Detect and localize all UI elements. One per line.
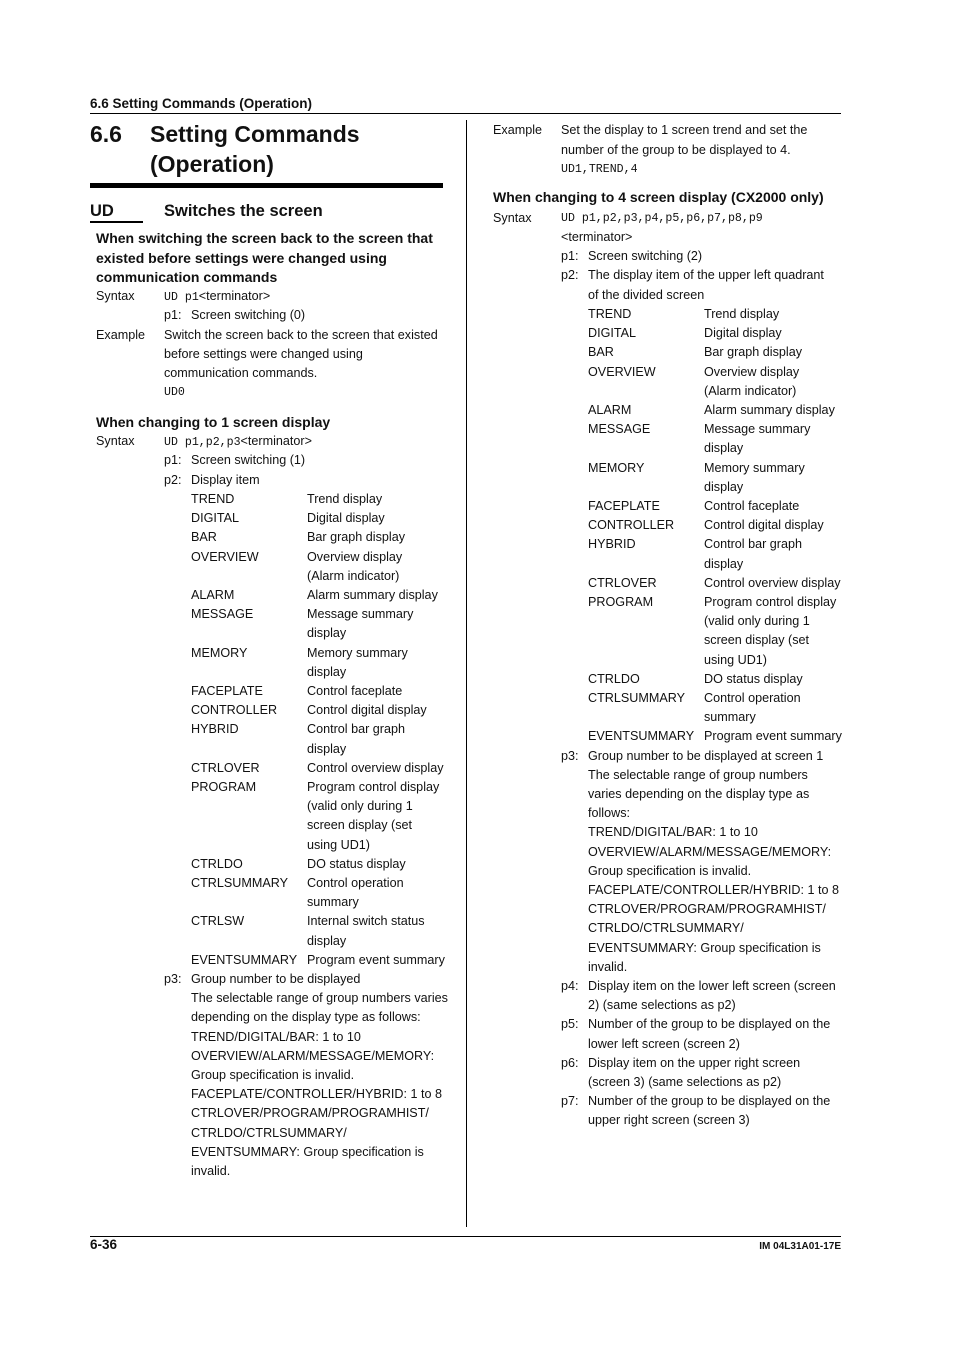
param-text: 2) (same selections as p2) (588, 998, 736, 1013)
param-text: invalid. (191, 1164, 231, 1178)
param-text: (screen 3) (same selections as p2) (588, 1075, 782, 1089)
syntax-restore (164, 287, 270, 307)
display-item-desc: Control digital display (704, 518, 824, 533)
param-text: Group number to be displayed (191, 972, 361, 986)
param-text: FACEPLATE/CONTROLLER/HYBRID: 1 to 8 (588, 883, 840, 897)
example-line: communication commands. (164, 366, 318, 380)
example-code: UD0 (164, 386, 185, 399)
param-text: Group number to be displayed at screen 1 (588, 748, 824, 763)
param-text: OVERVIEW/ALARM/MESSAGE/MEMORY: (191, 1048, 435, 1063)
display-item-key: TREND (191, 492, 235, 506)
display-item-desc: Bar graph display (704, 345, 803, 360)
display-item-key: PROGRAM (191, 780, 257, 794)
display-item-desc: Alarm summary display (704, 403, 835, 417)
section-title-line2: (Operation) (150, 150, 274, 177)
display-item-desc: Control digital display (307, 703, 427, 718)
param-text: TREND/DIGITAL/BAR: 1 to 10 (191, 1029, 361, 1044)
syntax-label: Syntax (96, 434, 135, 448)
display-item-desc: Program control display (704, 595, 837, 609)
param-text: The display item of the upper left quadrant (588, 268, 824, 282)
param-text: Number of the group to be displayed on the (588, 1094, 831, 1109)
display-item-desc: Overview display (704, 364, 800, 379)
param-label: p3: (164, 972, 182, 986)
display-item-key: ALARM (588, 403, 632, 417)
display-item-key: CTRLDO (588, 671, 640, 686)
display-item-desc: (valid only during 1 (307, 799, 413, 814)
param-text: The selectable range of group numbers (588, 767, 808, 782)
display-item-key: ALARM (191, 588, 235, 602)
display-item-desc: Control bar graph (307, 722, 406, 737)
syntax-label: Syntax (96, 289, 135, 303)
display-item-key: HYBRID (191, 722, 239, 737)
heading-restore: When switching the screen back to the screen that existed before settings were changed using communication commands (96, 230, 433, 285)
display-item-desc: display (307, 626, 347, 641)
param-text: FACEPLATE/CONTROLLER/HYBRID: 1 to 8 (191, 1087, 443, 1102)
document-id: IM 04L31A01-17E (759, 1241, 841, 1252)
display-item-desc: Program event summary (704, 729, 842, 744)
param-text: OVERVIEW/ALARM/MESSAGE/MEMORY: (588, 844, 832, 859)
syntax-one-term: <terminator> (240, 434, 312, 448)
display-item-desc: display (307, 933, 347, 948)
display-item-key: CONTROLLER (191, 703, 278, 718)
display-item-desc: Trend display (307, 492, 383, 506)
display-item-desc: Program event summary (307, 952, 445, 967)
param-text: CTRLDO/CTRLSUMMARY/ (191, 1125, 347, 1140)
param-label: p1: (164, 453, 182, 467)
command-code: UD (90, 202, 114, 220)
display-item-key: MEMORY (588, 460, 645, 475)
display-item-desc: Control faceplate (307, 684, 403, 698)
display-item-desc: using UD1) (704, 652, 767, 667)
display-item-desc: Overview display (307, 549, 403, 564)
command-code-rule (90, 221, 143, 223)
example-label: Example (493, 123, 542, 137)
page-number: 6-36 (90, 1237, 118, 1252)
display-item-key: TREND (588, 307, 632, 321)
param-text: Screen switching (1) (191, 453, 306, 467)
param-label: p4: (561, 979, 579, 993)
param-text: EVENTSUMMARY: Group specification is (191, 1144, 424, 1159)
display-item-key: BAR (191, 530, 217, 545)
display-item-key: MESSAGE (191, 607, 254, 622)
param-text: Group specification is invalid. (588, 863, 752, 878)
param-text: follows: (588, 806, 630, 821)
running-head: 6.6 Setting Commands (Operation) (90, 96, 313, 111)
example-line: Set the display to 1 screen trend and set the (561, 123, 808, 137)
display-item-key: EVENTSUMMARY (191, 952, 298, 967)
example-line: number of the group to be displayed to 4. (561, 143, 791, 157)
param-label: p2: (164, 473, 182, 487)
display-item-key: DIGITAL (588, 326, 637, 341)
heading-one-screen: When changing to 1 screen display (96, 414, 331, 430)
display-item-key: CTRLOVER (191, 760, 260, 775)
param-text: CTRLOVER/PROGRAM/PROGRAMHIST/ (191, 1106, 429, 1121)
display-item-key: CTRLDO (191, 856, 243, 871)
param-label: p1: (164, 308, 182, 322)
param-text: Number of the group to be displayed on the (588, 1017, 831, 1032)
column-divider (466, 120, 467, 1227)
display-item-key: PROGRAM (588, 595, 654, 609)
display-item-desc: DO status display (307, 856, 406, 871)
heading-four-screen: When changing to 4 screen display (CX2000 only) (493, 189, 824, 205)
param-label: p2: (561, 268, 579, 282)
display-item-desc: Control faceplate (704, 499, 800, 513)
display-item-desc: Control operation (704, 691, 801, 705)
section-title-text (150, 120, 450, 179)
syntax-label: Syntax (493, 211, 532, 225)
header-rule (90, 113, 841, 114)
param-text: EVENTSUMMARY: Group specification is (588, 940, 821, 955)
param-text: of the divided screen (588, 288, 705, 302)
display-item-desc: Control bar graph (704, 537, 803, 552)
example-label: Example (96, 328, 145, 342)
syntax-restore-term: <terminator> (198, 289, 271, 303)
display-item-key: HYBRID (588, 537, 636, 552)
param-text: Display item on the lower left screen (screen (588, 979, 836, 993)
param-text: Screen switching (2) (588, 249, 703, 263)
display-item-desc: Trend display (704, 307, 780, 321)
param-text: CTRLDO/CTRLSUMMARY/ (588, 921, 744, 936)
display-item-desc: Control overview display (704, 575, 841, 590)
display-item-desc: display (704, 556, 744, 571)
command-title: Switches the screen (164, 202, 323, 220)
example-line: Switch the screen back to the screen that existed (164, 328, 438, 342)
param-text: The selectable range of group numbers varies (191, 991, 448, 1006)
param-label: p5: (561, 1017, 579, 1032)
param-text: TREND/DIGITAL/BAR: 1 to 10 (588, 825, 758, 840)
section-title-line1: Setting Commands (150, 121, 360, 147)
display-item-desc: summary (307, 895, 359, 910)
param-label: p6: (561, 1055, 579, 1070)
param-label: p7: (561, 1094, 579, 1109)
display-item-desc: using UD1) (307, 837, 370, 852)
param-text: Display item on the upper right screen (588, 1055, 801, 1070)
display-item-desc: (Alarm indicator) (307, 568, 400, 583)
display-item-desc: Digital display (307, 511, 385, 526)
display-item-desc: display (307, 664, 347, 679)
syntax-one-cmd: UD p1,p2,p3 (164, 436, 241, 449)
display-item-desc: screen display (set (307, 818, 412, 833)
param-text: Screen switching (0) (191, 308, 306, 322)
param-text: lower left screen (screen 2) (588, 1036, 740, 1051)
example-line: before settings were changed using (164, 347, 363, 361)
syntax-one (164, 432, 312, 452)
display-item-desc: Memory summary (307, 645, 408, 660)
param-label: p3: (561, 748, 579, 763)
display-item-key: DIGITAL (191, 511, 240, 526)
display-item-desc: Message summary (307, 607, 414, 622)
display-item-desc: Digital display (704, 326, 782, 341)
display-item-key: CTRLSW (191, 914, 245, 929)
param-text: CTRLOVER/PROGRAM/PROGRAMHIST/ (588, 902, 826, 917)
display-item-desc: screen display (set (704, 633, 809, 648)
display-item-desc: (valid only during 1 (704, 614, 810, 629)
param-text: invalid. (588, 959, 628, 974)
display-item-desc: Internal switch status (307, 914, 425, 929)
display-item-key: OVERVIEW (588, 364, 656, 379)
display-item-desc: Message summary (704, 422, 811, 437)
display-item-key: CTRLOVER (588, 575, 657, 590)
display-item-desc: Control operation (307, 876, 404, 890)
footer-rule (90, 1236, 841, 1237)
display-item-key: CTRLSUMMARY (191, 876, 289, 890)
param-text: Group specification is invalid. (191, 1068, 355, 1082)
display-item-desc: display (307, 741, 347, 756)
param-text: varies depending on the display type as (588, 787, 810, 801)
display-item-desc: summary (704, 710, 756, 725)
param-label: p1: (561, 249, 579, 263)
display-item-key: OVERVIEW (191, 549, 259, 564)
display-item-desc: Program control display (307, 780, 440, 794)
display-item-desc: Alarm summary display (307, 588, 438, 602)
display-item-key: MESSAGE (588, 422, 651, 437)
display-item-desc: DO status display (704, 671, 803, 686)
display-item-desc: Memory summary (704, 460, 805, 475)
param-text: upper right screen (screen 3) (588, 1113, 750, 1128)
display-item-desc: display (704, 479, 744, 494)
example-code: UD1,TREND,4 (561, 163, 638, 176)
display-item-desc: (Alarm indicator) (704, 383, 797, 398)
display-item-key: FACEPLATE (191, 684, 263, 698)
section-number: 6.6 (90, 121, 122, 147)
syntax-four-term: <terminator> (561, 230, 633, 244)
param-text: Display item (191, 473, 260, 487)
syntax-restore-cmd: UD p1 (164, 291, 199, 304)
display-item-key: FACEPLATE (588, 499, 660, 513)
display-item-desc: Control overview display (307, 760, 444, 775)
syntax-four-cmd: UD p1,p2,p3,p4,p5,p6,p7,p8,p9 (561, 212, 763, 225)
display-item-key: EVENTSUMMARY (588, 729, 695, 744)
display-item-key: MEMORY (191, 645, 248, 660)
display-item-desc: Bar graph display (307, 530, 406, 545)
title-rule (90, 183, 443, 188)
display-item-desc: display (704, 441, 744, 456)
display-item-key: BAR (588, 345, 614, 360)
param-text: depending on the display type as follows: (191, 1010, 421, 1025)
display-item-key: CTRLSUMMARY (588, 691, 686, 705)
display-item-key: CONTROLLER (588, 518, 675, 533)
